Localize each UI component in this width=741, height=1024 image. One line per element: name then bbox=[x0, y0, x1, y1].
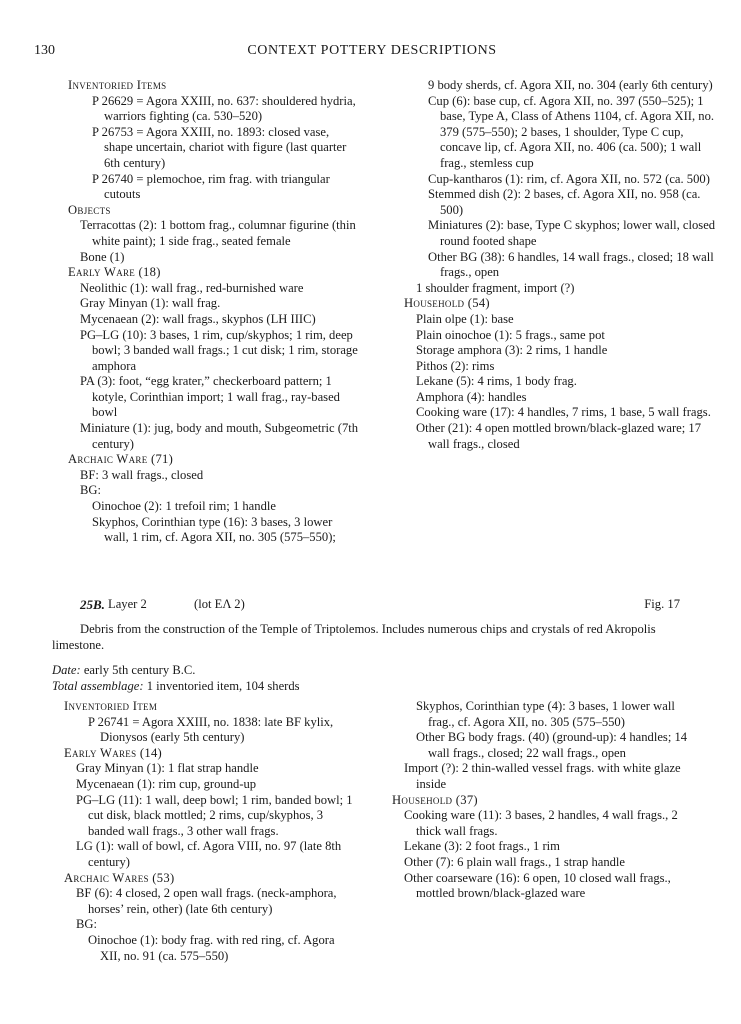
catalog-entry: Import (?): 2 thin-walled vessel frags. with white glaze inside bbox=[404, 761, 681, 791]
catalog-entry: Mycenaean (2): wall frags., skyphos (LH IIIC) bbox=[80, 311, 316, 326]
catalog-entry: Cup-kantharos (1): rim, cf. Agora XII, no. 572 (ca. 500) bbox=[428, 171, 710, 186]
total-assemblage-line bbox=[52, 679, 692, 695]
running-title: CONTEXT POTTERY DESCRIPTIONS bbox=[247, 43, 497, 58]
catalog-entry: Skyphos, Corinthian type (4): 3 bases, 1 lower wall frag., cf. Agora XII, no. 305 (575–550) bbox=[416, 699, 675, 729]
catalog-entry: Storage amphora (3): 2 rims, 1 handle bbox=[416, 343, 608, 358]
category-heading: Objects bbox=[68, 202, 111, 217]
catalog-entry: P 26629 = Agora XXIII, no. 637: shouldered hydria, warriors fighting (ca. 530–520) bbox=[92, 93, 356, 124]
catalog-entry: LG (1): wall of bowl, cf. Agora VIII, no. 97 (late 8th century) bbox=[76, 839, 342, 869]
section-layer: Layer 2 bbox=[108, 597, 147, 611]
catalog-entry: Other (21): 4 open mottled brown/black-glazed ware; 17 wall frags., closed bbox=[416, 421, 702, 451]
catalog-entry: BF: 3 wall frags., closed bbox=[80, 467, 204, 482]
catalog-entry: Gray Minyan (1): 1 flat strap handle bbox=[76, 761, 259, 776]
catalog-entry: BG: bbox=[76, 917, 97, 932]
upper-left-column bbox=[68, 78, 360, 546]
catalog-entry: Oinochoe (1): body frag. with red ring, cf. Agora XII, no. 91 (ca. 575–550) bbox=[88, 932, 335, 963]
category-heading: Early Wares (14) bbox=[64, 745, 163, 760]
catalog-entry: Lekane (5): 4 rims, 1 body frag. bbox=[416, 374, 577, 389]
lower-right-column bbox=[392, 699, 700, 902]
category-heading: Household (54) bbox=[404, 296, 490, 311]
catalog-entry: Terracottas (2): 1 bottom frag., columnar figurine (thin white paint); 1 side frag., seated female bbox=[80, 218, 356, 248]
catalog-entry: Cooking ware (17): 4 handles, 7 rims, 1 base, 5 wall frags. bbox=[416, 405, 711, 420]
catalog-entry: P 26740 = plemochoe, rim frag. with triangular cutouts bbox=[92, 171, 330, 202]
category-heading: Inventoried Item bbox=[64, 699, 158, 713]
catalog-entry: Other coarseware (16): 6 open, 10 closed wall frags., mottled brown/black-glazed ware bbox=[404, 870, 671, 901]
running-head bbox=[34, 43, 710, 63]
catalog-entry: Pithos (2): rims bbox=[416, 358, 495, 373]
section-lot: (lot EΛ 2) bbox=[194, 597, 245, 611]
catalog-entry: Skyphos, Corinthian type (16): 3 bases, 3 lower wall, 1 rim, cf. Agora XII, no. 305 (575–550); bbox=[92, 514, 336, 545]
catalog-entry: Amphora (4): handles bbox=[416, 389, 527, 404]
catalog-entry: Mycenaean (1): rim cup, ground-up bbox=[76, 776, 257, 791]
catalog-entry: Plain oinochoe (1): 5 frags., same pot bbox=[416, 327, 605, 342]
date-label: Date: bbox=[52, 663, 81, 677]
catalog-entry: Gray Minyan (1): wall frag. bbox=[80, 296, 221, 311]
catalog-entry: 1 shoulder fragment, import (?) bbox=[416, 280, 575, 295]
catalog-entry: Cup (6): base cup, cf. Agora XII, no. 397 (550–525); 1 base, Type A, Class of Athens 1104, cf. Agora XII, no. 379 (575–550); 2 bases, 1 shoulder, Type C cup, concave lip, cf. Agora XII, no. 406 (ca. 500); 1 wall frag., stemless cup bbox=[428, 93, 715, 170]
category-heading: Archaic Ware (71) bbox=[68, 452, 174, 467]
catalog-entry: PG–LG (10): 3 bases, 1 rim, cup/skyphos; 1 rim, deep bowl; 3 banded wall frags.; 1 cut disk; 1 rim, storage amphora bbox=[80, 327, 358, 373]
upper-right-column bbox=[404, 78, 716, 452]
page-number: 130 bbox=[34, 43, 55, 58]
date-line bbox=[52, 663, 692, 679]
figure-reference[interactable]: Fig. 17 bbox=[644, 597, 680, 611]
catalog-entry: Bone (1) bbox=[80, 249, 125, 264]
catalog-entry: BF (6): 4 closed, 2 open wall frags. (neck-amphora, horses’ rein, other) (late 6th century) bbox=[76, 886, 337, 916]
catalog-entry: Stemmed dish (2): 2 bases, cf. Agora XII, no. 958 (ca. 500) bbox=[428, 187, 701, 217]
total-label: Total assemblage: bbox=[52, 679, 144, 693]
total-value: 1 inventoried item, 104 sherds bbox=[146, 679, 300, 693]
catalog-entry: BG: bbox=[80, 483, 101, 498]
catalog-entry: Miniature (1): jug, body and mouth, Subgeometric (7th century) bbox=[80, 421, 359, 451]
date-value: early 5th century B.C. bbox=[83, 663, 196, 677]
catalog-entry: Oinochoe (2): 1 trefoil rim; 1 handle bbox=[92, 499, 276, 514]
section-number: 25B. bbox=[80, 597, 105, 612]
catalog-entry: Other BG (38): 6 handles, 14 wall frags., closed; 18 wall frags., open bbox=[428, 249, 714, 280]
category-heading: Household (37) bbox=[392, 792, 478, 807]
category-heading: Inventoried Items bbox=[68, 78, 167, 92]
category-heading: Early Ware (18) bbox=[68, 265, 161, 280]
catalog-entry: Miniatures (2): base, Type C skyphos; lower wall, closed round footed shape bbox=[428, 218, 716, 248]
category-heading: Archaic Wares (53) bbox=[64, 870, 175, 885]
catalog-entry: Plain olpe (1): base bbox=[416, 311, 514, 326]
catalog-entry: PA (3): foot, “egg krater,” checkerboard pattern; 1 kotyle, Corinthian import; 1 wall frag., ray-based bowl bbox=[80, 374, 340, 420]
catalog-entry: PG–LG (11): 1 wall, deep bowl; 1 rim, banded bowl; 1 cut disk, black mottled; 2 rims, cup/skyphos, 3 banded wall frags., 3 other wall frags. bbox=[76, 792, 353, 838]
catalog-entry: 9 body sherds, cf. Agora XII, no. 304 (early 6th century) bbox=[428, 78, 713, 92]
catalog-entry: Other (7): 6 plain wall frags., 1 strap handle bbox=[404, 854, 626, 869]
section-description: Debris from the construction of the Temple of Triptolemos. Includes numerous chips and crystals of red Akropolis limestone. bbox=[52, 622, 656, 652]
catalog-entry: Other BG body frags. (40) (ground-up): 4 handles; 14 wall frags., closed; 22 wall frags., open bbox=[416, 730, 688, 760]
lower-left-column bbox=[64, 699, 356, 964]
section-heading bbox=[80, 597, 680, 615]
catalog-entry: P 26753 = Agora XXIII, no. 1893: closed vase, shape uncertain, chariot with figure (last quarter 6th century) bbox=[92, 124, 347, 170]
catalog-entry: Neolithic (1): wall frag., red-burnished ware bbox=[80, 280, 304, 295]
catalog-entry: Cooking ware (11): 3 bases, 2 handles, 4 wall frags., 2 thick wall frags. bbox=[404, 808, 678, 838]
catalog-entry: Lekane (3): 2 foot frags., 1 rim bbox=[404, 839, 560, 854]
catalog-entry: P 26741 = Agora XXIII, no. 1838: late BF kylix, Dionysos (early 5th century) bbox=[88, 714, 334, 745]
